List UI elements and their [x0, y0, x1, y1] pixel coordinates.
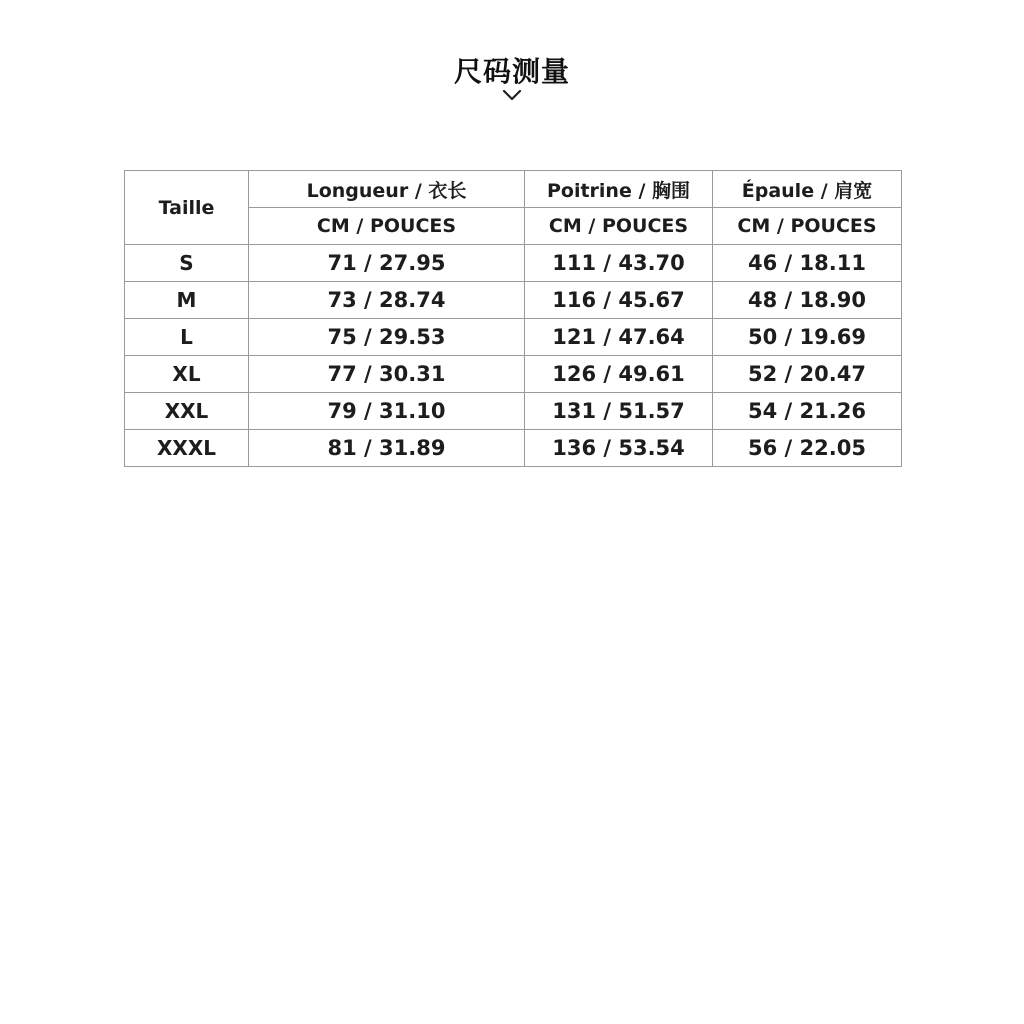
- chest-cell: 136 / 53.54: [525, 430, 713, 467]
- chest-unit: CM / POUCES: [525, 208, 713, 245]
- shoulder-cell: 50 / 19.69: [713, 319, 902, 356]
- shoulder-cell: 52 / 20.47: [713, 356, 902, 393]
- shoulder-cell: 48 / 18.90: [713, 282, 902, 319]
- size-cell: S: [125, 245, 249, 282]
- table-row: [125, 282, 902, 319]
- length-cell: 73 / 28.74: [249, 282, 525, 319]
- chest-cell: 131 / 51.57: [525, 393, 713, 430]
- page-title: 尺码测量: [453, 55, 570, 88]
- shoulder-cell: 56 / 22.05: [713, 430, 902, 467]
- chest-cell: 116 / 45.67: [525, 282, 713, 319]
- chest-header: Poitrine / 胸围: [525, 171, 713, 208]
- table-row: [125, 245, 902, 282]
- size-chart-table: [124, 170, 902, 467]
- chevron-down-icon: [502, 88, 522, 102]
- chest-cell: 111 / 43.70: [525, 245, 713, 282]
- shoulder-cell: 54 / 21.26: [713, 393, 902, 430]
- size-cell: XXL: [125, 393, 249, 430]
- size-cell: XXXL: [125, 430, 249, 467]
- header-row: [125, 171, 902, 208]
- length-cell: 79 / 31.10: [249, 393, 525, 430]
- length-cell: 71 / 27.95: [249, 245, 525, 282]
- length-cell: 75 / 29.53: [249, 319, 525, 356]
- length-cell: 77 / 30.31: [249, 356, 525, 393]
- chest-cell: 121 / 47.64: [525, 319, 713, 356]
- size-cell: L: [125, 319, 249, 356]
- shoulder-cell: 46 / 18.11: [713, 245, 902, 282]
- size-header: Taille: [125, 171, 249, 245]
- chest-cell: 126 / 49.61: [525, 356, 713, 393]
- length-unit: CM / POUCES: [249, 208, 525, 245]
- table-row: [125, 319, 902, 356]
- table-row: [125, 393, 902, 430]
- shoulder-unit: CM / POUCES: [713, 208, 902, 245]
- length-cell: 81 / 31.89: [249, 430, 525, 467]
- size-cell: M: [125, 282, 249, 319]
- size-cell: XL: [125, 356, 249, 393]
- length-header: Longueur / 衣长: [249, 171, 525, 208]
- shoulder-header: Épaule / 肩宽: [713, 171, 902, 208]
- table-row: [125, 430, 902, 467]
- table-row: [125, 356, 902, 393]
